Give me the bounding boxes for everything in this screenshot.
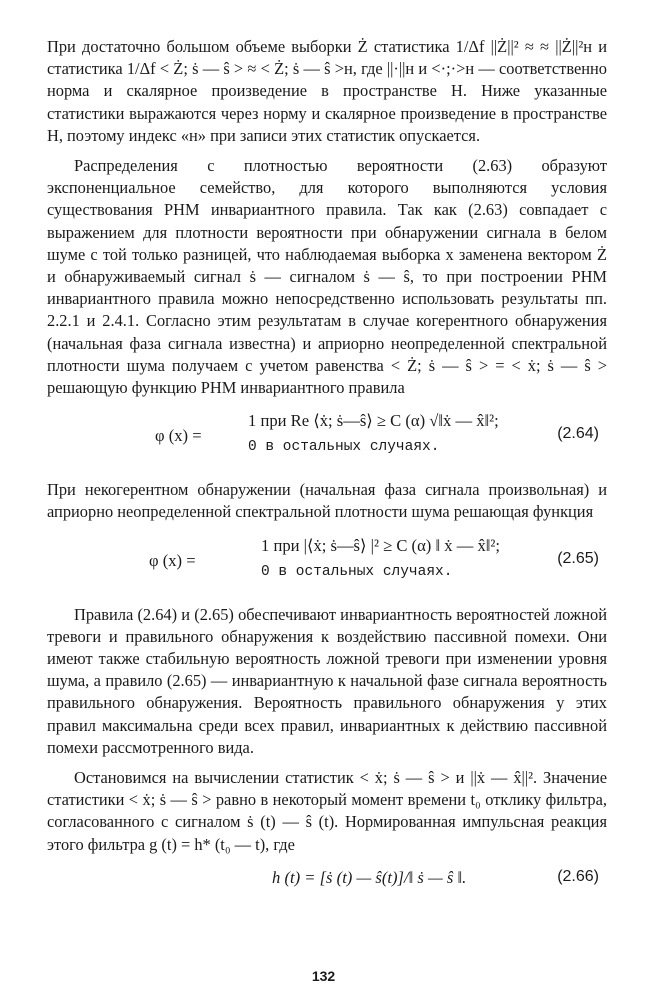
equation-lhs: φ (x) = [155, 426, 202, 446]
paragraph-1: При достаточно большом объеме выборки Ż статистика 1/Δf ||Ż||² ≈ ≈ ||Ż||²н и статистика 1/Δf < Ż; ṡ — ŝ > ≈ < Ż; ṡ — ŝ >н, где ||·||н и <·;·>н — соответственно норма и скалярное произведение в пространстве H. Ниже указанные статистики выражаются через норму и скалярное произведение в пространстве H, поэтому индекс «н» при записи этих статистик опускается. [47, 37, 607, 145]
equation-2-65 [47, 532, 607, 596]
equation-number: (2.64) [557, 425, 599, 443]
paragraph-3: При некогерентном обнаружении (начальная фаза сигнала произвольная) и априорно неопределенной спектральной плотности шума решающая функция [47, 480, 607, 522]
page-number: 132 [311, 968, 336, 984]
equation-case-2: 0 в остальных случаях. [248, 439, 440, 456]
equation-formula: h (t) = [ṡ (t) — ŝ(t)]/‖ ṡ — ŝ ‖. [272, 867, 467, 887]
equation-case-1: 1 при |⟨ẋ; ṡ—ŝ⟩ |² ≥ C (α) ‖ ẋ — x̂‖²; [261, 535, 500, 555]
equation-number: (2.65) [557, 549, 599, 567]
paragraph-4: Правила (2.64) и (2.65) обеспечивают инвариантность вероятностей ложной тревоги и правильного обнаружения к воздействию пассивной помехи. Они имеют также стабильную вероятность ложной тревоги при изменении уровня шума, а правило (2.65) — инвариантную к начальной фазе сигнала вероятность правильного обнаружения. Вероятность правильного обнаружения у этих правил максимальна среди всех правил, инвариантных к действию пассивной помехи рассмотренного вида. [47, 604, 607, 757]
equation-2-66 [47, 856, 607, 896]
equation-2-64 [47, 407, 607, 471]
equation-case-2: 0 в остальных случаях. [261, 563, 453, 580]
equation-lhs: φ (x) = [149, 550, 196, 570]
equation-case-1: 1 при Re ⟨ẋ; ṡ—ŝ⟩ ≥ C (α) √‖ẋ — x̂‖²; [248, 411, 499, 431]
equation-number: (2.66) [557, 867, 599, 885]
paragraph-5: Остановимся на вычислении статистик < ẋ; ṡ — ŝ > и ||ẋ — x̂||². Значение статистики < ẋ; ṡ — ŝ > равно в некоторый момент времени t₀ отклику фильтра, согласованного с сигналом ṡ (t) — ŝ (t). Нормированная импульсная реакция этого фильтра g (t) = h* (t₀ — t), где [47, 768, 607, 854]
paragraph-2: Распределения с плотностью вероятности (2.63) образуют экспоненциальное семейство, для которого выполняются условия существования РНМ инвариантного правила. Так как (2.63) совпадает с выражением для плотности вероятности при обнаружении сигнала в белом шуме с той только разницей, что наблюдаемая выборка x заменена вектором Ż и обнаруживаемый сигнал ṡ — сигналом ṡ — ŝ, то при построении РНМ инвариантного правила можно непосредственно использовать результаты пп. 2.2.1 и 2.4.1. Согласно этим результатам в случае когерентного обнаружения (начальная фаза сигнала известна) и априорно неопределенной спектральной плотности шума получаем с учетом равенства < Ż; ṡ — ŝ > = < ẋ; ṡ — ŝ > решающую функцию РНМ инвариантного правила [47, 156, 607, 398]
page-body [47, 36, 607, 896]
